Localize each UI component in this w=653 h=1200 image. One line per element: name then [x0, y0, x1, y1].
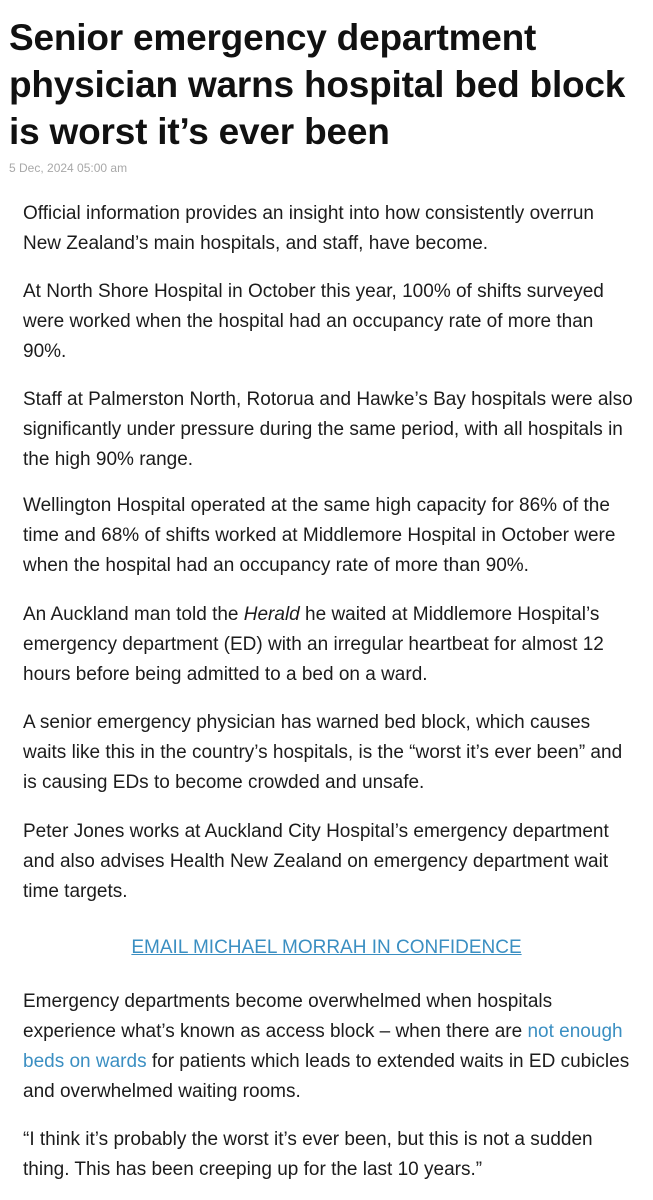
beds-on-wards-link[interactable]: not enough beds on wards [23, 1021, 623, 1072]
email-confidence-row [0, 933, 653, 963]
paragraph-6: A senior emergency physician has warned bed block, which causes waits like this in the country’s hospitals, is the “worst it’s ever been” and is causing EDs to become crowded and unsafe. [23, 712, 623, 793]
paragraph-8-text-start: Emergency departments become overwhelmed when hospitals experience what’s known as access block – when there are [23, 991, 553, 1042]
email-confidence-link[interactable]: EMAIL MICHAEL MORRAH IN CONFIDENCE [131, 937, 522, 958]
paragraph-3: Staff at Palmerston North, Rotorua and Hawke’s Bay hospitals were also significantly under pressure during the same period, with all hospitals in the high 90% range. [23, 389, 633, 470]
paragraph-7: Peter Jones works at Auckland City Hospital’s emergency department and also advises Health New Zealand on emergency department wait time targets. [23, 821, 609, 902]
paragraph-4: Wellington Hospital operated at the same high capacity for 86% of the time and 68% of shifts worked at Middlemore Hospital in October were when the hospital had an occupancy rate of more than 90%. [23, 495, 616, 576]
paragraph-1: Official information provides an insight into how consistently overrun New Zealand’s main hospitals, and staff, have become. [23, 203, 594, 254]
publication-name: Herald [243, 604, 300, 625]
paragraph-5-text-end: he waited at Middlemore Hospital’s emergency department (ED) with an irregular heartbeat for almost 12 hours before being admitted to a bed on a ward. [23, 604, 604, 685]
paragraph-8-text-end: for patients which leads to extended waits in ED cubicles and overwhelmed waiting rooms. [23, 1051, 630, 1102]
paragraph-8 [23, 987, 633, 1107]
article-headline: Senior emergency department physician warns hospital bed block is worst it’s ever been [9, 17, 626, 152]
paragraph-9-quote: “I think it’s probably the worst it’s ever been, but this is not a sudden thing. This has been creeping up for the last 10 years.” [23, 1129, 593, 1180]
paragraph-2: At North Shore Hospital in October this year, 100% of shifts surveyed were worked when the hospital had an occupancy rate of more than 90%. [23, 281, 604, 362]
paragraph-5 [23, 600, 633, 690]
publish-date: 5 Dec, 2024 05:00 am [9, 161, 128, 175]
paragraph-5-text-start: An Auckland man told the [23, 604, 244, 625]
